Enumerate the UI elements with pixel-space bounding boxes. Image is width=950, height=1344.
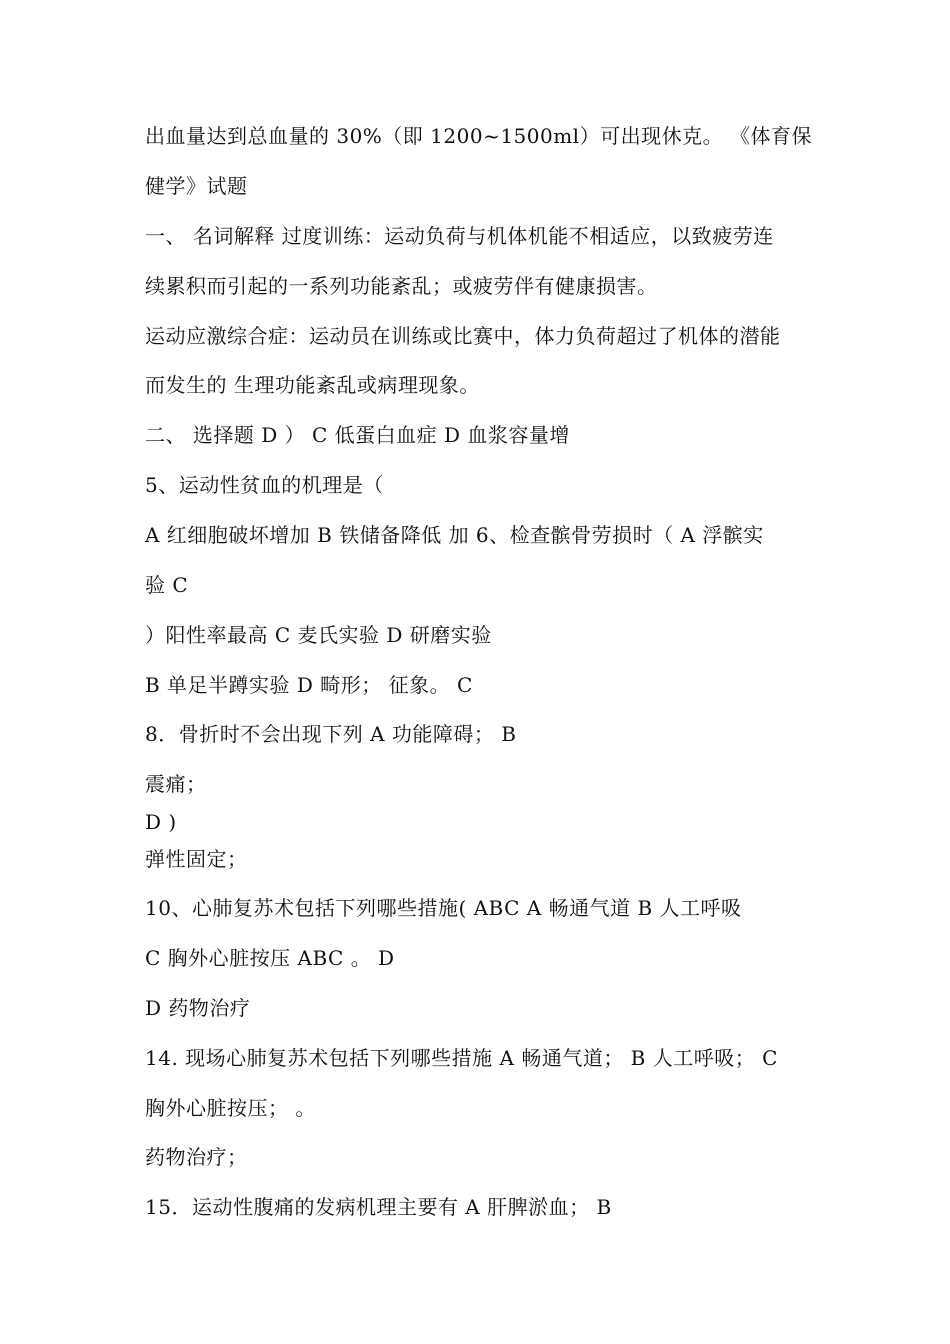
- text-line: 而发生的 生理功能紊乱或病理现象。: [145, 373, 480, 397]
- text-line: C 胸外心脏按压 ABC 。 D: [145, 946, 395, 970]
- text-line: 15．运动性腹痛的发病机理主要有 A 肝脾淤血； B: [145, 1195, 612, 1219]
- text-line: 二、 选择题 D ） C 低蛋白血症 D 血浆容量增: [145, 423, 570, 447]
- text-line: 运动应激综合症：运动员在训练或比赛中，体力负荷超过了机体的潜能: [145, 324, 781, 348]
- text-line: 一、 名词解释 过度训练：运动负荷与机体机能不相适应，以致疲劳连: [145, 224, 774, 248]
- text-line: ）阳性率最高 C 麦氏实验 D 研磨实验: [145, 623, 492, 647]
- text-line: 出血量达到总血量的 30%（即 1200~1500ml）可出现休克。 《体育保: [145, 124, 812, 148]
- text-line: 14. 现场心肺复苏术包括下列哪些措施 A 畅通气道； B 人工呼吸； C: [145, 1046, 778, 1070]
- text-line: B 单足半蹲实验 D 畸形； 征象。 C: [145, 673, 473, 697]
- text-line: 胸外心脏按压； 。: [145, 1096, 316, 1120]
- text-line: A 红细胞破坏增加 B 铁储备降低 加 6、检查髌骨劳损时（ A 浮髌实: [145, 523, 764, 547]
- text-line: 续累积而引起的一系列功能紊乱；或疲劳伴有健康损害。: [145, 274, 658, 298]
- text-line: 震痛；: [145, 772, 207, 796]
- text-line: 弹性固定；: [145, 847, 248, 871]
- text-line: D 药物治疗: [145, 996, 251, 1020]
- text-line: 验 C: [145, 573, 189, 597]
- text-line: 健学》试题: [145, 174, 248, 198]
- text-line: 药物治疗；: [145, 1145, 248, 1169]
- text-line: 5、运动性贫血的机理是（: [145, 473, 384, 497]
- text-line: D ): [145, 810, 177, 834]
- text-line: 8．骨折时不会出现下列 A 功能障碍； B: [145, 722, 517, 746]
- text-line: 10、心肺复苏术包括下列哪些措施( ABC A 畅通气道 B 人工呼吸: [145, 896, 742, 920]
